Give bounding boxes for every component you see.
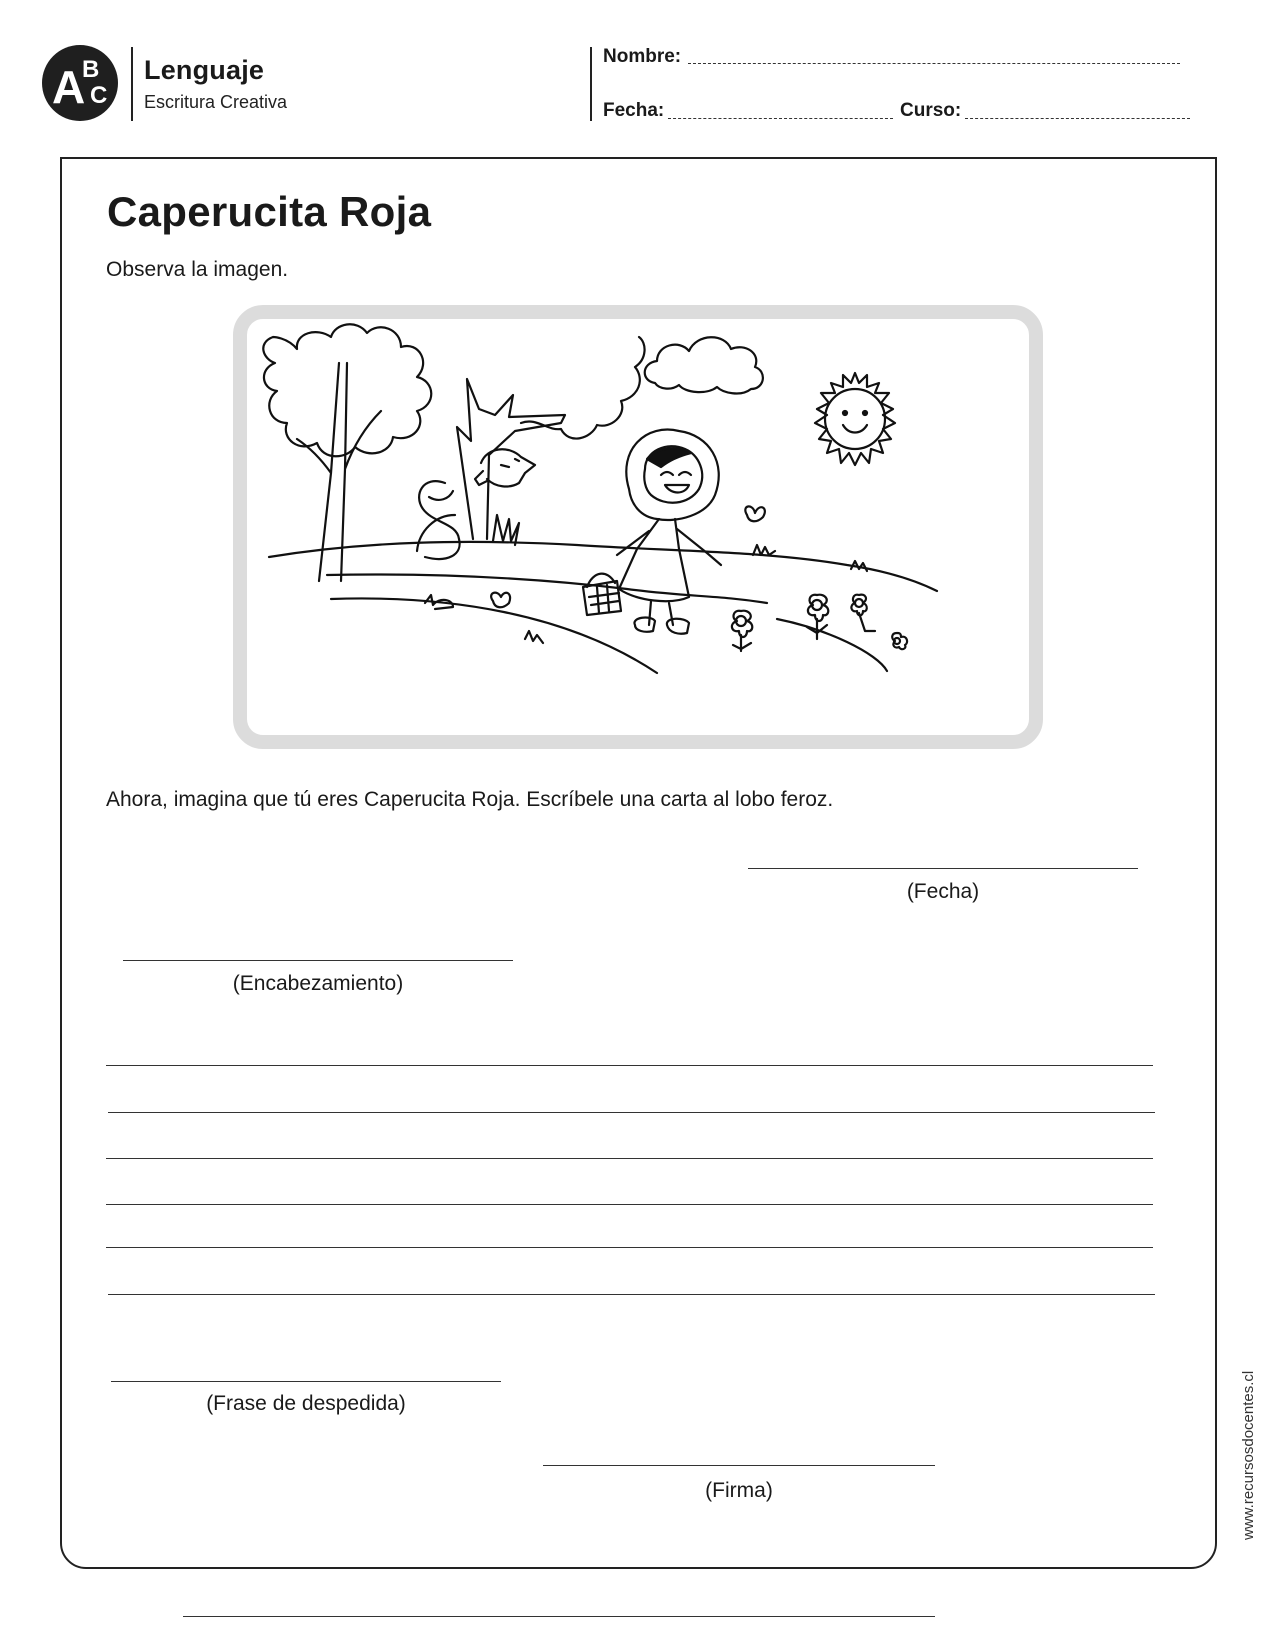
body-line[interactable] — [106, 1247, 1153, 1248]
subject-title: Lenguaje — [144, 55, 265, 85]
name-field[interactable] — [688, 63, 1180, 64]
svg-text:B: B — [82, 56, 100, 83]
cloud-icon — [645, 337, 763, 393]
subject-subtitle: Escritura Creativa — [144, 92, 288, 112]
little-red-riding-hood-illustration — [247, 319, 1029, 735]
page-title: Caperucita Roja — [107, 188, 432, 235]
body-line[interactable] — [108, 1112, 1155, 1113]
right-tree-icon — [417, 337, 645, 551]
body-line[interactable] — [106, 1204, 1153, 1205]
signature-line[interactable] — [543, 1465, 935, 1466]
date-label: Fecha: — [603, 100, 665, 121]
fields-divider — [590, 47, 592, 121]
flower-icon — [732, 595, 907, 651]
body-line[interactable] — [108, 1294, 1155, 1295]
bottom-cut-line — [183, 1616, 935, 1617]
site-url: www.recursosdocentes.cl — [1240, 1370, 1257, 1540]
instruction-observe: Observa la imagen. — [106, 258, 289, 281]
instruction-letter: Ahora, imagina que tú eres Caperucita Roja. Escríbele una carta al lobo feroz. — [106, 788, 834, 811]
ground-lines — [269, 542, 937, 673]
course-field[interactable] — [965, 118, 1190, 119]
closing-line[interactable] — [111, 1381, 501, 1382]
course-label: Curso: — [900, 100, 962, 121]
svg-text:A: A — [52, 61, 86, 113]
signature-caption: (Firma) — [705, 1479, 773, 1502]
date-line[interactable] — [748, 868, 1138, 869]
date-caption: (Fecha) — [906, 880, 980, 903]
body-line[interactable] — [106, 1065, 1153, 1066]
header-divider — [131, 47, 133, 121]
butterfly-icon — [491, 506, 765, 607]
body-line[interactable] — [106, 1158, 1153, 1159]
greeting-caption: (Encabezamiento) — [232, 972, 404, 995]
girl-icon — [583, 430, 721, 634]
svg-text:C: C — [90, 82, 108, 109]
name-label: Nombre: — [603, 46, 682, 67]
abc-logo-icon — [42, 45, 118, 121]
grass-tuft-icon — [493, 515, 519, 545]
closing-caption: (Frase de despedida) — [206, 1392, 406, 1415]
greeting-line[interactable] — [123, 960, 513, 961]
date-field[interactable] — [668, 118, 893, 119]
sun-icon — [815, 373, 895, 465]
